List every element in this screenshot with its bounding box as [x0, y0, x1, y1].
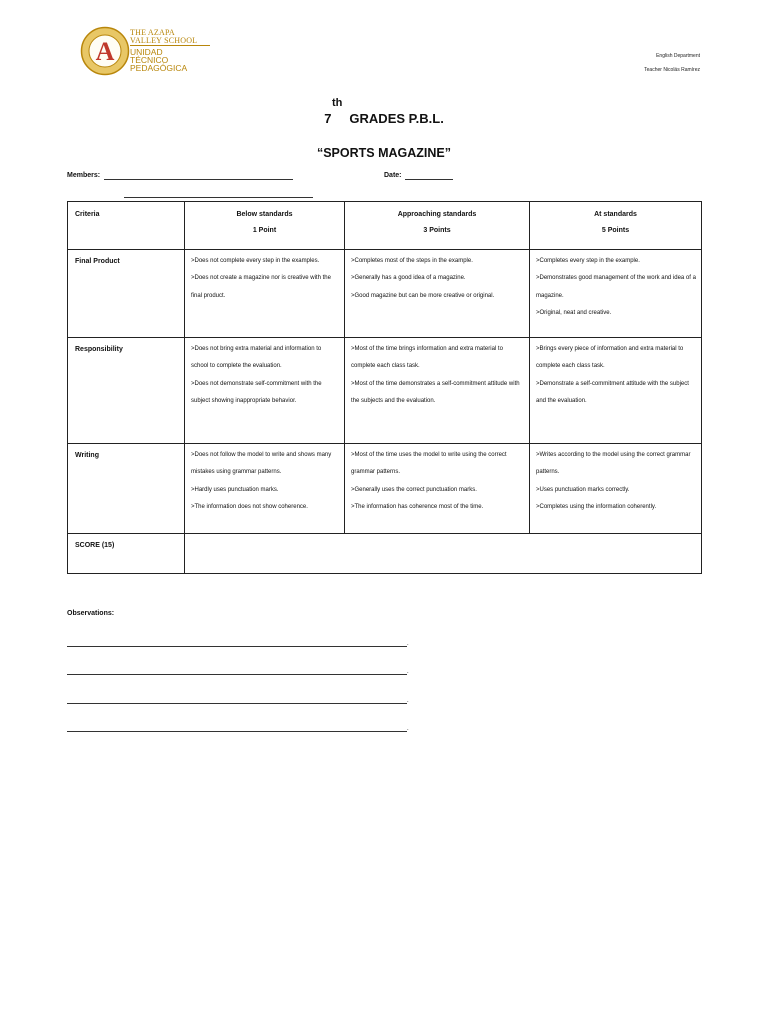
observation-line-2[interactable]	[67, 674, 407, 675]
descriptor-line: >Does not complete every step in the examples.	[191, 258, 320, 264]
members-label: Members:	[67, 172, 101, 179]
descriptor-line: >The information does not show coherence.	[191, 503, 308, 510]
header-at-standards	[530, 202, 702, 250]
descriptor-line: >Completes using the information coherently.	[536, 503, 657, 510]
title-text: GRADES P.B.L.	[349, 111, 444, 126]
logo-school-line1: THE AZAPA	[130, 28, 175, 37]
header-title: Below standards	[236, 211, 293, 218]
descriptor-cell-approaching	[345, 250, 530, 338]
header-points: 3 Points	[423, 227, 451, 234]
rubric-header-row	[68, 202, 702, 250]
observation-line-end: .	[407, 641, 409, 647]
logo-unit-line2: TÉCNICO	[130, 55, 169, 65]
header-approaching-standards	[345, 202, 530, 250]
rubric-row-final-product	[68, 250, 702, 338]
school-logo-emblem	[80, 26, 130, 76]
rubric-row-responsibility	[68, 338, 702, 444]
header-below-standards	[185, 202, 345, 250]
rubric-score-row	[68, 534, 702, 574]
rubric-table	[67, 201, 702, 574]
descriptor-line: >Demonstrate a self-commitment attitude with the subject and the evaluation.	[536, 380, 689, 404]
criterion-label: Writing	[75, 452, 99, 459]
descriptor-cell-approaching	[345, 444, 530, 534]
criterion-cell	[68, 250, 185, 338]
descriptor-cell-at	[530, 338, 702, 444]
descriptor-cell-approaching	[345, 338, 530, 444]
department-label: English Department	[656, 53, 700, 59]
descriptor-line: >Does not follow the model to write and shows many mistakes using grammar patterns.	[191, 452, 332, 476]
observation-line-3[interactable]	[67, 703, 407, 704]
descriptor-line: >Completes every step in the example.	[536, 258, 640, 264]
descriptor-line: >Does not bring extra material and information to school to complete the evaluation.	[191, 346, 322, 370]
criterion-label: Final Product	[75, 258, 120, 265]
score-label-cell	[68, 534, 185, 574]
descriptor-line: >Uses punctuation marks correctly.	[536, 486, 630, 493]
grade-suffix: th	[332, 97, 343, 109]
grade-number: 7	[324, 111, 332, 126]
descriptor-line: >Demonstrates good management of the work and idea of a magazine.	[536, 275, 696, 299]
criterion-label: Responsibility	[75, 346, 123, 353]
descriptor-line: >Original, neat and creative.	[536, 309, 612, 316]
descriptor-line: >Writes according to the model using the correct grammar patterns.	[536, 452, 691, 476]
logo-school-line2: VALLEY SCHOOL	[130, 36, 198, 45]
header-title: At standards	[594, 211, 637, 218]
descriptor-line: >Most of the time demonstrates a self-commitment attitude with the subjects and the evaluation.	[351, 380, 520, 404]
logo-unit-name	[130, 48, 187, 72]
logo-unit-line1: UNIDAD	[130, 47, 163, 57]
page-title	[0, 111, 768, 126]
descriptor-cell-below	[185, 338, 345, 444]
descriptor-line: >Most of the time uses the model to write using the correct grammar patterns.	[351, 452, 507, 476]
descriptor-line: >Hardly uses punctuation marks.	[191, 486, 279, 493]
logo-school-name	[130, 29, 197, 45]
descriptor-cell-below	[185, 250, 345, 338]
page-subtitle: “SPORTS MAGAZINE”	[316, 146, 452, 160]
criterion-cell	[68, 338, 185, 444]
observations-label: Observations:	[67, 610, 115, 617]
rubric-row-writing	[68, 444, 702, 534]
descriptor-cell-at	[530, 444, 702, 534]
members-field-line1[interactable]	[104, 179, 293, 180]
descriptor-line: >Generally uses the correct punctuation marks.	[351, 486, 477, 493]
descriptor-line: >The information has coherence most of the time.	[351, 503, 484, 510]
svg-text:A: A	[95, 37, 115, 66]
header-points: 1 Point	[252, 227, 277, 234]
header-criteria	[68, 202, 185, 250]
observation-line-end: .	[407, 669, 409, 675]
members-field-line2[interactable]	[124, 197, 313, 198]
descriptor-cell-at	[530, 250, 702, 338]
date-field-line[interactable]	[405, 179, 453, 180]
descriptor-line: >Brings every piece of information and extra material to complete each class task.	[536, 346, 684, 370]
header-title: Approaching standards	[397, 211, 477, 218]
logo-unit-line3: PEDAGÓGICA	[130, 63, 188, 73]
date-label: Date:	[384, 172, 402, 179]
descriptor-line: >Most of the time brings information and extra material to complete each class task.	[351, 346, 503, 370]
observation-line-end: .	[407, 698, 409, 704]
observation-line-end: .	[407, 726, 409, 732]
descriptor-line: >Generally has a good idea of a magazine.	[351, 275, 466, 282]
descriptor-line: >Good magazine but can be more creative or original.	[351, 292, 495, 299]
descriptor-line: >Does not create a magazine nor is creative with the final product.	[191, 275, 331, 299]
header-criteria-label: Criteria	[75, 211, 100, 218]
teacher-label: Teacher Nicolás Ramírez	[644, 67, 700, 73]
descriptor-cell-below	[185, 444, 345, 534]
criterion-cell	[68, 444, 185, 534]
descriptor-line: >Does not demonstrate self-commitment with the subject showing inappropriate behavior.	[191, 380, 322, 404]
logo-divider	[130, 45, 210, 46]
observation-line-4[interactable]	[67, 731, 407, 732]
observation-line-1[interactable]	[67, 646, 407, 647]
score-input-cell[interactable]	[185, 534, 702, 574]
header-points: 5 Points	[601, 227, 630, 234]
descriptor-line: >Completes most of the steps in the example.	[351, 258, 473, 264]
score-label: SCORE (15)	[75, 542, 115, 549]
